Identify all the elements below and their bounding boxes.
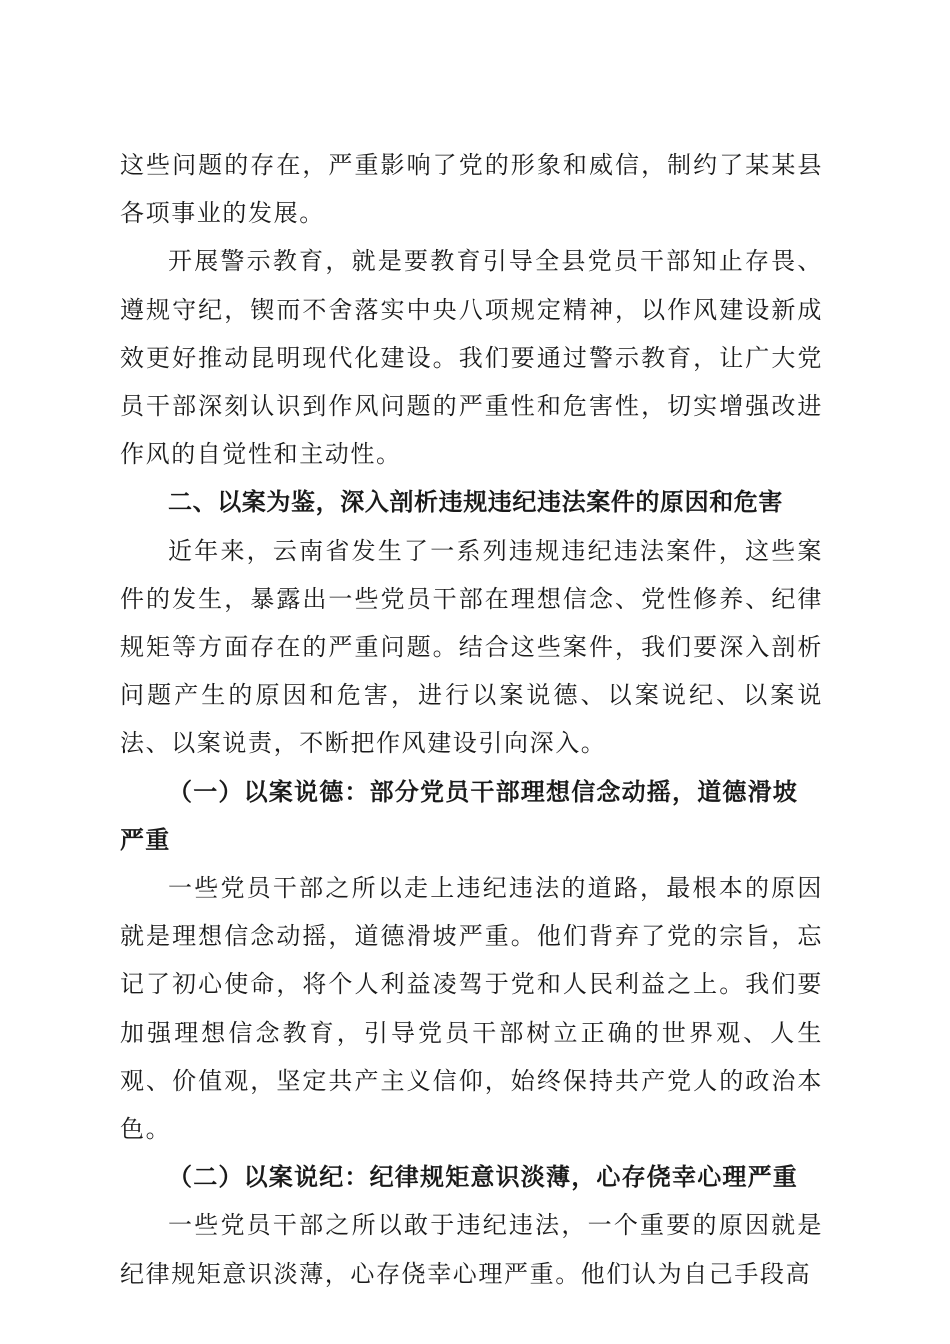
paragraph-recent-cases: 近年来，云南省发生了一系列违规违纪违法案件，这些案件的发生，暴露出一些党员干部在理想信念、党性修养、纪律规矩等方面存在的严重问题。结合这些案件，我们要深入剖析问题产生的原因和危害，进行以案说德、以案说纪、以案说法、以案说责，不断把作风建设引向深入。 xyxy=(120,536,823,758)
paragraph-morality: 一些党员干部之所以走上违纪违法的道路，最根本的原因就是理想信念动摇，道德滑坡严重。他们背弃了党的宗旨，忘记了初心使命，将个人利益凌驾于党和人民利益之上。我们要加强理想信念教育，引导党员干部树立正确的世界观、人生观、价值观，坚定共产主义信仰，始终保持共产党人的政治本色。 xyxy=(120,874,823,1144)
subheading-2-discipline: （二）以案说纪：纪律规矩意识淡薄，心存侥幸心理严重 xyxy=(168,1162,798,1192)
paragraph-warning-education: 开展警示教育，就是要教育引导全县党员干部知止存畏、遵规守纪，锲而不舍落实中央八项规定精神，以作风建设新成效更好推动昆明现代化建设。我们要通过警示教育，让广大党员干部深刻认识到作风问题的严重性和危害性，切实增强改进作风的自觉性和主动性。 xyxy=(120,247,823,469)
paragraph-discipline: 一些党员干部之所以敢于违纪违法，一个重要的原因就是纪律规矩意识淡薄，心存侥幸心理严重。他们认为自己手段高 xyxy=(120,1211,823,1288)
section-heading-2: 二、以案为鉴，深入剖析违规违纪违法案件的原因和危害 xyxy=(168,488,783,517)
paragraph-continuation: 这些问题的存在，严重影响了党的形象和威信，制约了某某县各项事业的发展。 xyxy=(120,151,823,228)
document-body xyxy=(120,141,823,1298)
subheading-1-morality: （一）以案说德：部分党员干部理想信念动摇，道德滑坡严重 xyxy=(120,776,798,854)
